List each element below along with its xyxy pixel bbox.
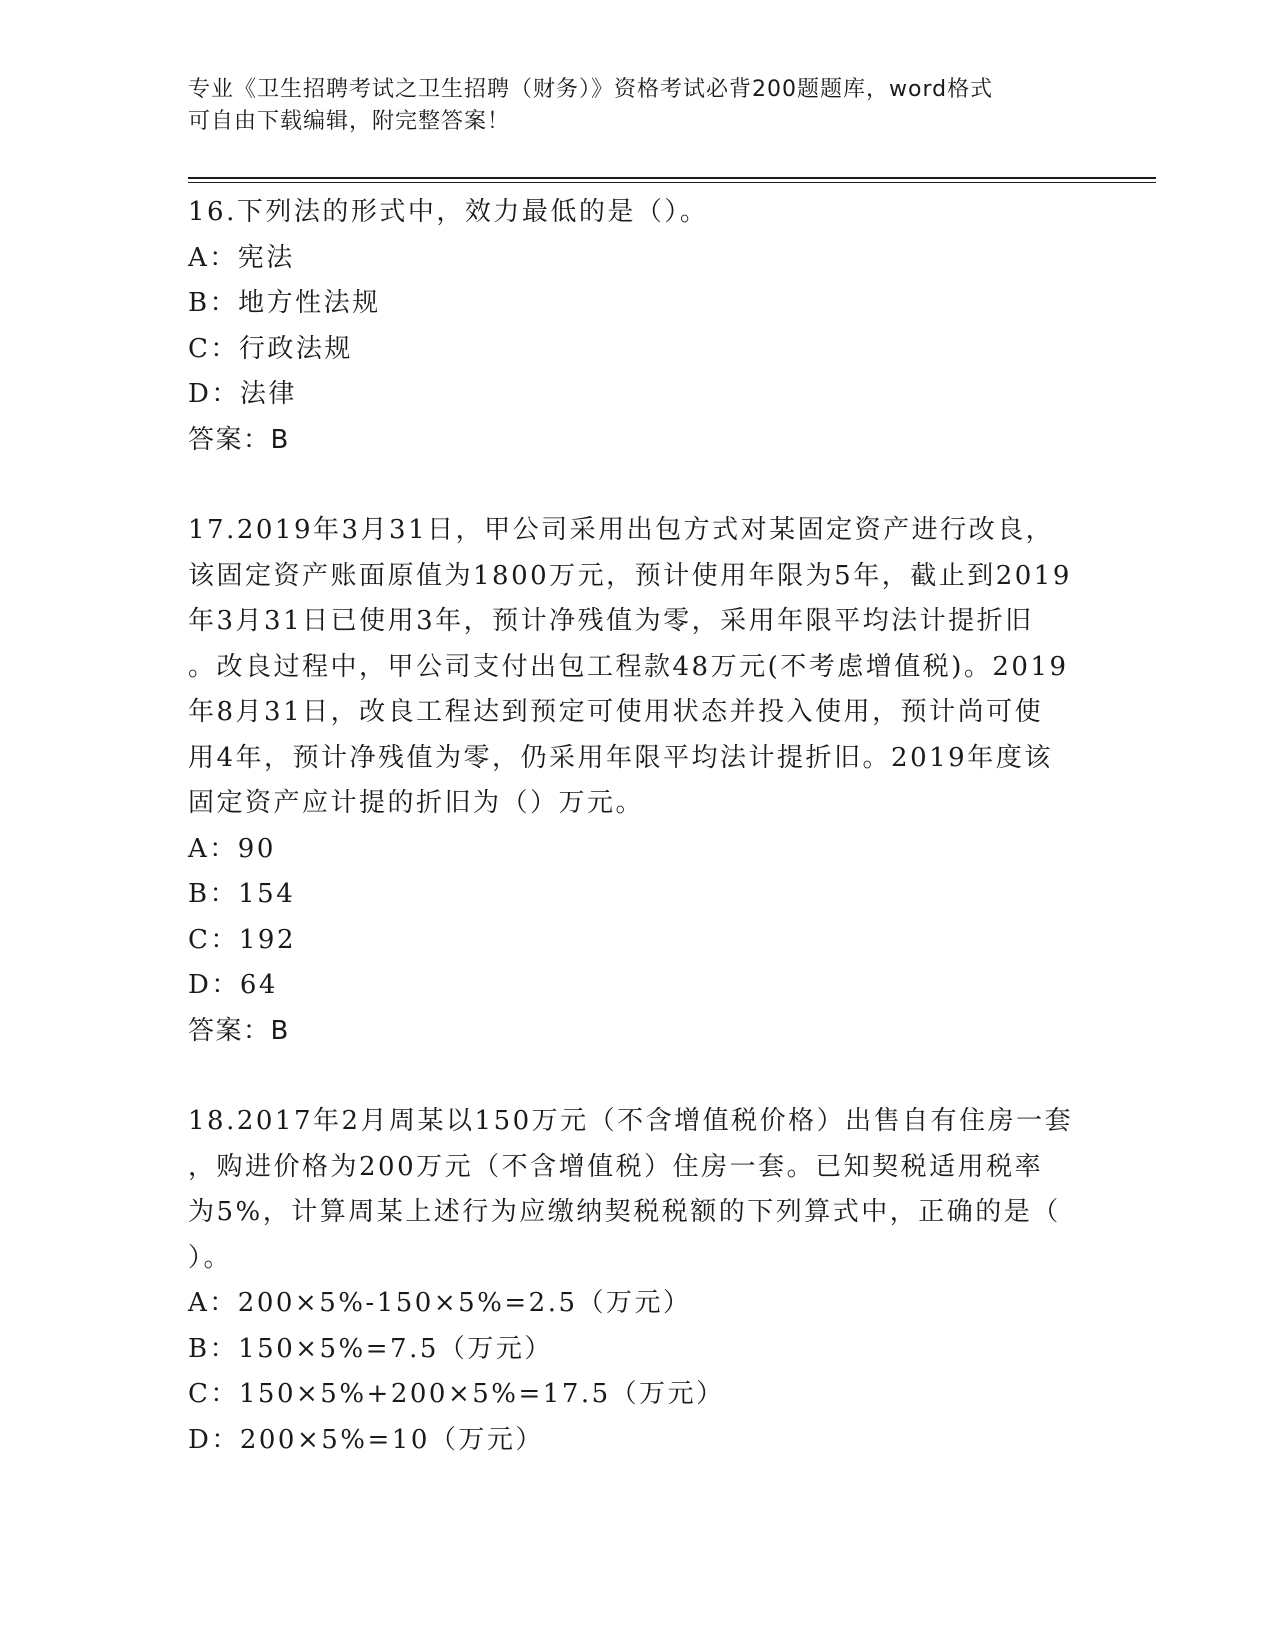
question-stem: 年3月31日已使用3年，预计净残值为零，采用年限平均法计提折旧 — [188, 606, 1034, 636]
question-stem: 16.下列法的形式中，效力最低的是（）。 — [188, 197, 709, 227]
option-d: D：64 — [188, 970, 278, 1000]
option-d: D：法律 — [188, 379, 297, 409]
option-c: C：行政法规 — [188, 333, 353, 364]
option-c: C：150×5%+200×5%=17.5（万元） — [188, 1379, 725, 1409]
question-stem: 该固定资产账面原值为1800万元，预计使用年限为5年，截止到2019 — [188, 560, 1072, 591]
question-16 — [188, 190, 1088, 463]
question-spacer — [188, 463, 1088, 508]
question-18 — [188, 1099, 1088, 1463]
question-list — [188, 190, 1088, 1463]
question-stem: ，购进价格为200万元（不含增值税）住房一套。已知契税适用税率 — [188, 1151, 1044, 1182]
question-stem: 18.2017年2月周某以150万元（不含增值税价格）出售自有住房一套 — [188, 1106, 1074, 1136]
question-stem: 用4年，预计净残值为零，仍采用年限平均法计提折旧。2019年度该 — [188, 742, 1053, 773]
option-d: D：200×5%=10（万元） — [188, 1424, 544, 1455]
option-c: C：192 — [188, 924, 297, 955]
header-line: 可自由下载编辑，附完整答案！ — [188, 109, 511, 134]
option-a: A：宪法 — [188, 242, 295, 273]
header-line: 专业《卫生招聘考试之卫生招聘（财务）》资格考试必背200题题库，word格式 — [188, 77, 994, 102]
option-b: B：154 — [188, 879, 296, 909]
question-stem: 17.2019年3月31日，甲公司采用出包方式对某固定资产进行改良， — [188, 515, 1055, 545]
question-spacer — [188, 1054, 1088, 1099]
answer-line: 答案：B — [188, 1015, 290, 1046]
header-divider-thin — [188, 182, 1156, 183]
question-stem: 为5%，计算周某上述行为应缴纳契税税额的下列算式中，正确的是（ — [188, 1197, 1061, 1227]
question-stem: 。改良过程中，甲公司支付出包工程款48万元(不考虑增值税)。2019 — [188, 651, 1069, 682]
question-stem: 固定资产应计提的折旧为（）万元。 — [188, 788, 645, 818]
answer-line: 答案：B — [188, 424, 290, 455]
question-17 — [188, 508, 1088, 1054]
option-a: A：90 — [188, 833, 276, 864]
header-divider — [188, 177, 1156, 179]
question-stem: 年8月31日，改良工程达到预定可使用状态并投入使用，预计尚可使 — [188, 697, 1044, 727]
option-a: A：200×5%-150×5%=2.5（万元） — [188, 1288, 692, 1318]
question-stem: ）。 — [188, 1242, 233, 1273]
option-b: B：150×5%=7.5（万元） — [188, 1333, 553, 1364]
option-b: B：地方性法规 — [188, 288, 381, 318]
document-header — [188, 74, 1088, 138]
